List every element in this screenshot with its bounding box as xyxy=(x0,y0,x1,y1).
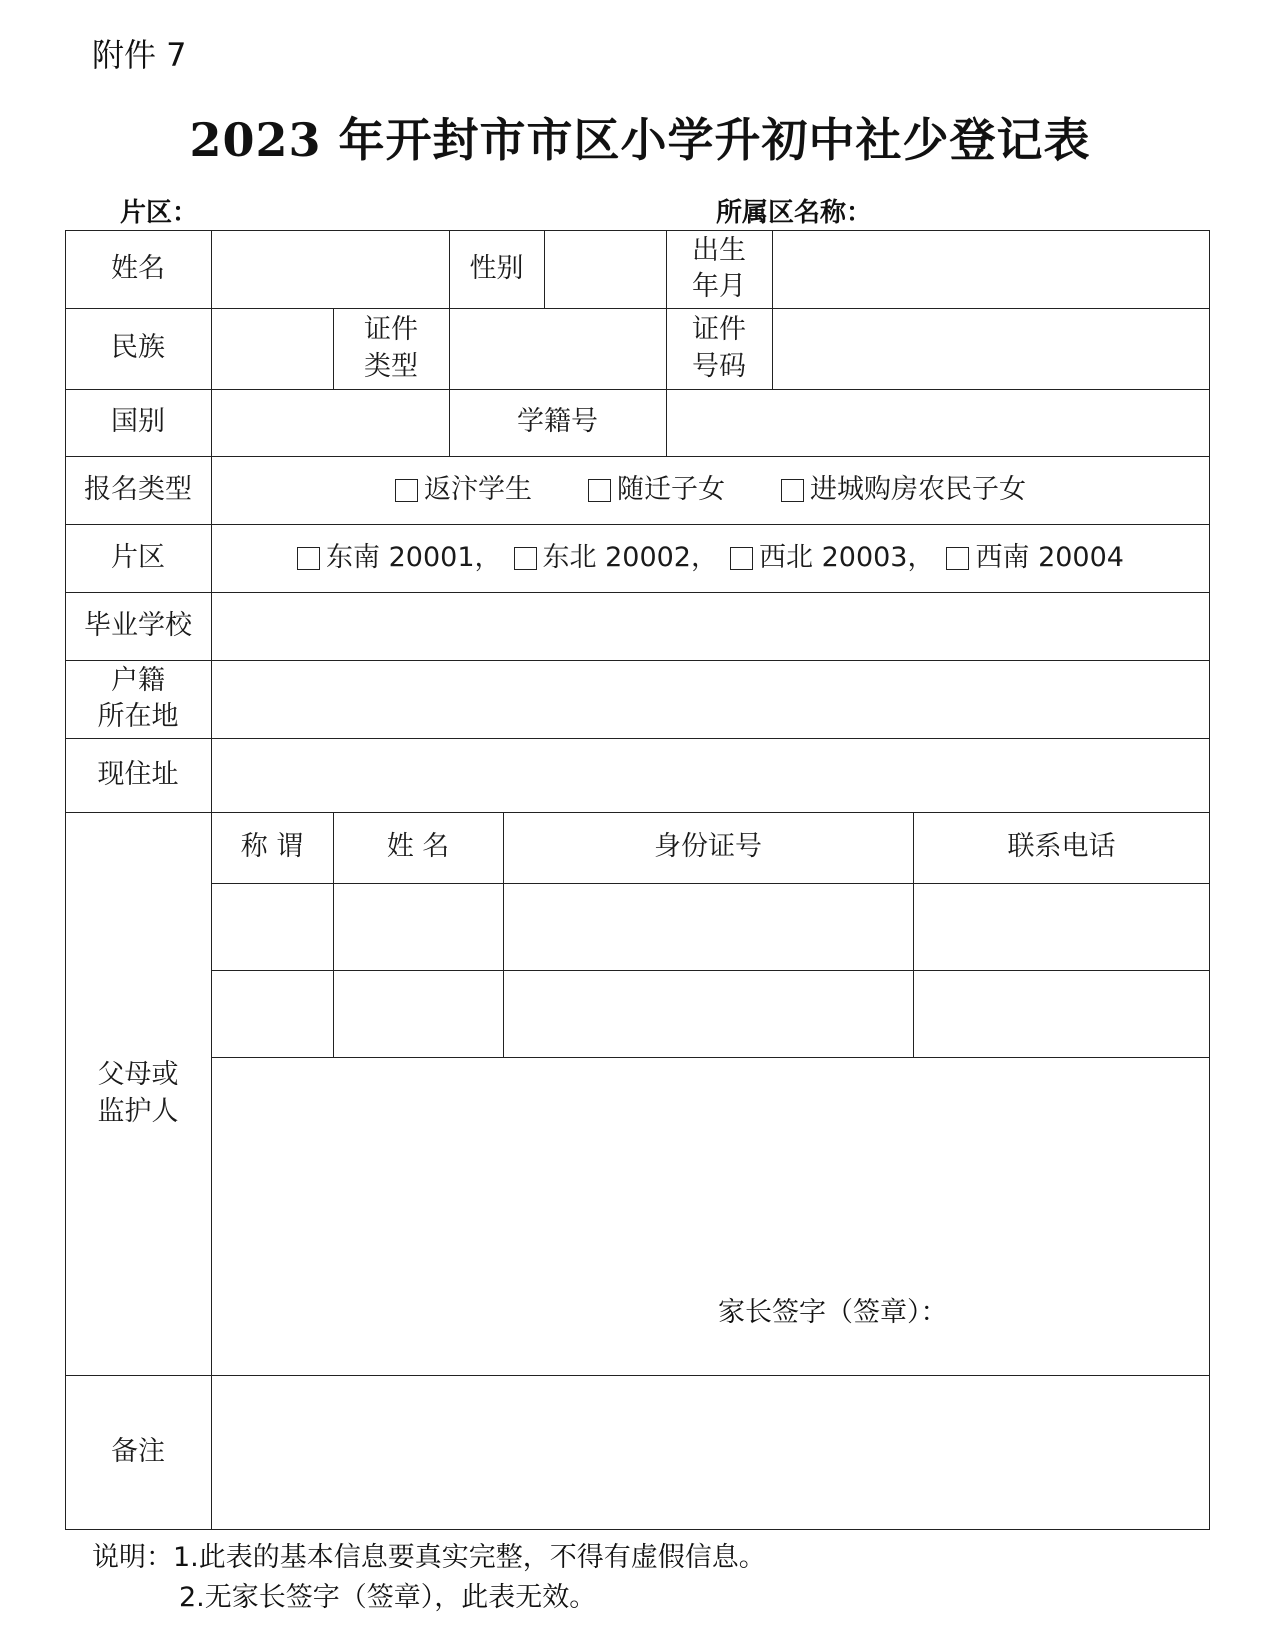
graduation-school-field[interactable] xyxy=(211,592,1210,660)
checkbox-icon[interactable] xyxy=(730,547,753,570)
note-line-2: 2.无家长签字（签章），此表无效。 xyxy=(179,1582,597,1613)
option-farmer-children[interactable] xyxy=(781,472,1026,508)
checkbox-icon[interactable] xyxy=(297,547,320,570)
col-id-header: 身份证号 xyxy=(654,831,762,863)
registration-form xyxy=(65,230,1210,1530)
option-label: 东南 20001， xyxy=(326,541,502,573)
checkbox-icon[interactable] xyxy=(781,479,804,502)
signature-area[interactable] xyxy=(211,1057,1210,1375)
guardian2-name-field[interactable] xyxy=(333,970,503,1057)
guardian-label xyxy=(65,812,211,1375)
area-row-label: 片区 xyxy=(111,541,165,573)
id-number-field[interactable] xyxy=(772,308,1210,389)
address-label: 现住址 xyxy=(97,758,179,790)
note-line-1: 说明：1.此表的基本信息要真实完整，不得有虚假信息。 xyxy=(92,1542,766,1573)
option-label: 西北 20003， xyxy=(759,541,935,573)
id-type-label xyxy=(333,308,449,389)
id-number-label-line1: 证件 xyxy=(692,314,746,346)
page-title: 2023 年开封市市区小学升初中社少登记表 xyxy=(189,113,1091,167)
guardian2-id-field[interactable] xyxy=(503,970,913,1057)
address-field[interactable] xyxy=(211,738,1210,812)
guardian2-phone-field[interactable] xyxy=(913,970,1210,1057)
id-type-label-line1: 证件 xyxy=(364,314,418,346)
option-northwest[interactable] xyxy=(730,540,934,576)
option-label: 随迁子女 xyxy=(617,473,725,505)
birth-date-label-line2: 年月 xyxy=(692,271,746,302)
ethnicity-field[interactable] xyxy=(211,308,333,389)
hukou-label-line2: 所在地 xyxy=(97,701,179,732)
attachment-number: 附件 7 xyxy=(92,36,187,74)
student-number-field[interactable] xyxy=(666,389,1210,456)
area-options xyxy=(211,524,1210,592)
id-number-label-line2: 号码 xyxy=(692,350,746,382)
option-migrant-children[interactable] xyxy=(588,472,725,508)
area-label: 片区： xyxy=(120,198,199,228)
guardian1-name-field[interactable] xyxy=(333,883,503,970)
birth-date-label-line1: 出生 xyxy=(692,234,746,266)
option-southwest[interactable] xyxy=(946,540,1123,576)
remarks-field[interactable] xyxy=(211,1375,1210,1530)
option-label: 返汴学生 xyxy=(424,473,532,505)
guardian-label-line2: 监护人 xyxy=(97,1095,179,1127)
col-phone-header: 联系电话 xyxy=(1007,831,1116,863)
gender-field[interactable] xyxy=(544,230,666,308)
option-label: 东北 20002， xyxy=(542,541,718,573)
id-type-label-line2: 类型 xyxy=(364,350,418,382)
option-southeast[interactable] xyxy=(297,540,501,576)
guardian1-phone-field[interactable] xyxy=(913,883,1210,970)
ethnicity-label: 民族 xyxy=(111,332,165,364)
registration-type-options xyxy=(211,456,1210,524)
id-number-label xyxy=(666,308,772,389)
nationality-label: 国别 xyxy=(111,406,165,438)
nationality-field[interactable] xyxy=(211,389,449,456)
notes xyxy=(92,1538,766,1618)
guardian1-id-field[interactable] xyxy=(503,883,913,970)
checkbox-icon[interactable] xyxy=(588,479,611,502)
guardian2-relation-field[interactable] xyxy=(211,970,333,1057)
gender-label: 性别 xyxy=(469,252,524,284)
col-name-header: 姓 名 xyxy=(386,831,450,863)
name-label: 姓名 xyxy=(111,252,165,284)
district-label: 所属区名称： xyxy=(716,198,873,228)
checkbox-icon[interactable] xyxy=(395,479,418,502)
checkbox-icon[interactable] xyxy=(514,547,537,570)
col-relation-header: 称 谓 xyxy=(240,831,304,863)
id-type-field[interactable] xyxy=(449,308,666,389)
guardian-label-line1: 父母或 xyxy=(97,1059,179,1091)
graduation-school-label: 毕业学校 xyxy=(84,609,192,641)
birth-date-field[interactable] xyxy=(772,230,1210,308)
birth-date-label xyxy=(666,230,772,308)
hukou-label xyxy=(65,660,211,738)
registration-type-label: 报名类型 xyxy=(84,473,192,505)
hukou-label-line1: 户籍 xyxy=(111,664,165,696)
checkbox-icon[interactable] xyxy=(946,547,969,570)
option-label: 进城购房农民子女 xyxy=(810,473,1026,505)
guardian1-relation-field[interactable] xyxy=(211,883,333,970)
option-northeast[interactable] xyxy=(514,540,718,576)
parent-signature-label: 家长签字（签章）： xyxy=(718,1297,948,1328)
student-number-label: 学籍号 xyxy=(517,406,598,438)
option-label: 西南 20004 xyxy=(975,541,1124,573)
option-returning-student[interactable] xyxy=(395,472,532,508)
hukou-field[interactable] xyxy=(211,660,1210,738)
name-field[interactable] xyxy=(211,230,449,308)
remarks-label: 备注 xyxy=(111,1436,165,1468)
